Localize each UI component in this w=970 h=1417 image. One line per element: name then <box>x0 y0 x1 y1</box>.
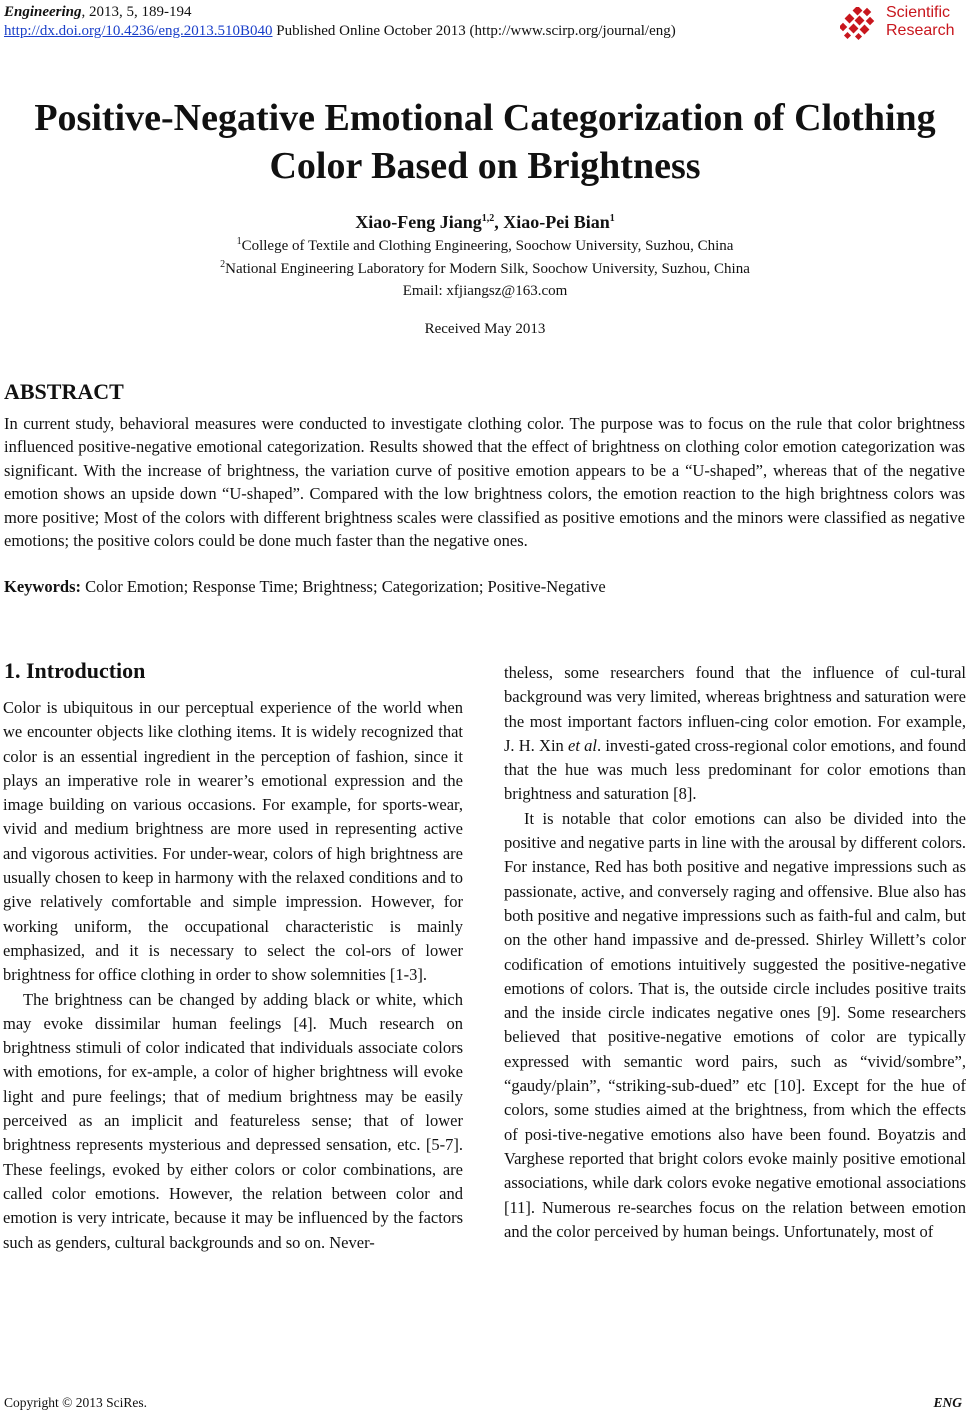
right-column <box>504 661 966 1244</box>
journal-header <box>4 3 676 41</box>
paragraph: theless, some researchers found that the influence of cul-tural background was very limited, whereas brightness and saturation were the most important factors influen-cing color emotion. For example, J. H. Xin et al. investi-gated cross-regional color emotions, and found that the hue was much less predominant for color emotions than brightness and saturation [8]. <box>504 663 966 804</box>
doi-link[interactable]: http://dx.doi.org/10.4236/eng.2013.510B040 <box>4 23 273 39</box>
journal-name: Engineering <box>4 4 82 20</box>
author-affiliation-mark: 1 <box>609 213 615 224</box>
publisher-logo-icon <box>840 7 882 41</box>
paragraph: The brightness can be changed by adding black or white, which may evoke dissimilar human feelings [4]. Much research on brightness stimuli of color indicated that individuals associate colors with emotions, for ex-ample, a color of higher brightness will evoke light and pure feelings; that of medium brightness may be easily perceived as an implicit and featureless sense; that of lower brightness represents mysterious and depressed sensation, etc. [5-7]. These feelings, evoked by either colors or color combinations, are called color emotions. However, the relation between color and emotion is very intricate, because it may be influenced by the factors such as genders, cultural backgrounds and so on. Never- <box>3 989 463 1252</box>
publisher-logo <box>840 4 962 44</box>
doi-line <box>4 22 676 41</box>
title-line-1: Positive-Negative Emotional Categorization of Clothing <box>34 97 936 139</box>
author-name: Xiao-Feng Jiang <box>355 212 482 232</box>
author-name: Xiao-Pei Bian <box>503 212 610 232</box>
author-list <box>0 212 970 233</box>
keywords <box>4 577 606 597</box>
publisher-logo-text: Scientific Research <box>886 4 955 39</box>
section-heading-introduction: 1. Introduction <box>4 658 146 683</box>
affiliation-1: $^1$College of Textile and Clothing Engineering, Soochow University, Suzhou, China <box>236 236 734 254</box>
published-info: Published Online October 2013 (http://www.scirp.org/journal/eng) <box>272 23 676 39</box>
abstract-heading: ABSTRACT <box>4 379 124 404</box>
title-line-2: Color Based on Brightness <box>269 145 701 187</box>
journal-abbrev: ENG <box>933 1395 962 1410</box>
keywords-label: Keywords: <box>4 577 81 596</box>
copyright-notice: Copyright © 2013 SciRes. <box>4 1395 148 1410</box>
keywords-text: Color Emotion; Response Time; Brightness; Categorization; Positive-Negative <box>81 577 606 596</box>
citation-line <box>4 3 676 22</box>
emphasis-et-al: et al <box>568 735 597 755</box>
author-affiliation-mark: 1,2 <box>481 213 495 224</box>
abstract-text: In current study, behavioral measures were conducted to investigate clothing color. The purpose was to focus on the rule that color brightness influenced positive-negative emotional categorization. Results showed that the effect of brightness on clothing color emotion categorization was significant. With the increase of brightness, the variation curve of positive emotion appears to be a “U-shaped”, whereas that of the negative emotion shows an upside down “U-shaped”. Compared with the low brightness colors, the emotion reaction to the high brightness colors was more positive; Most of the colors with different brightness scales were classified as positive emotions and the minors were classified as negative emotions; the positive colors could be done much faster than the negative ones. <box>4 414 965 551</box>
paragraph: It is notable that color emotions can also be divided into the positive and negative parts in line with the arousal by different colors. For instance, Red has both positive and negative impressions such as passionate, active, and conversely raging and offensive. Blue also has both positive and negative impressions such as faith-ful and calm, but on the other hand impassive and de-pressed. Shirley Willett’s color codification of emotions intuitively suggested the positive-negative emotions of colors. That is, the outside circle includes positive traits and the inside circle indicates negative ones [9]. Some researchers believed that positive-negative emotions of color are typically expressed with semantic word pairs, such as “vivid/sombre”, “gaudy/plain”, “striking-sub-dued” etc [10]. Except for the hue of colors, some studies aimed at the brightness, from which the effects of posi-tive-negative emotions also have been found. Boyatzis and Varghese reported that bright colors evoke mainly positive emotional associations, while dark colors evoke negative emotional associations [11]. Numerous re-searches focus on the relation between emotion and the color perceived by human beings. Unfortunately, most of <box>504 808 966 1241</box>
paragraph: Color is ubiquitous in our perceptual experience of the world when we encounter objects like clothing items. It is widely recognized that color is an essential ingredient in the perception of fashion, since it plays an imperative role in wearer’s emotional expression and the image building on various occasions. For example, for sports-wear, vivid and medium brightness are more used in representing active and vigorous activities. For under-wear, colors of high brightness are usually chosen to keep in harmony with the relaxed conditions and to give relatively comfortable and simple impression. However, for working uniform, the occupational characteristic is mainly emphasized, and it is necessary to select the col-ors of lower brightness for office clothing in order to show solemnities [1-3]. <box>3 698 463 985</box>
author-separator: , <box>494 212 504 232</box>
received-date: Received May 2013 <box>424 321 546 337</box>
citation-info: , 2013, 5, 189-194 <box>81 4 192 20</box>
paper-title <box>0 94 970 190</box>
author-email: Email: xfjiangsz@163.com <box>402 283 568 299</box>
left-column <box>3 696 463 1255</box>
affiliation-2: $^2$National Engineering Laboratory for Modern Silk, Soochow University, Suzhou, China <box>220 259 750 277</box>
